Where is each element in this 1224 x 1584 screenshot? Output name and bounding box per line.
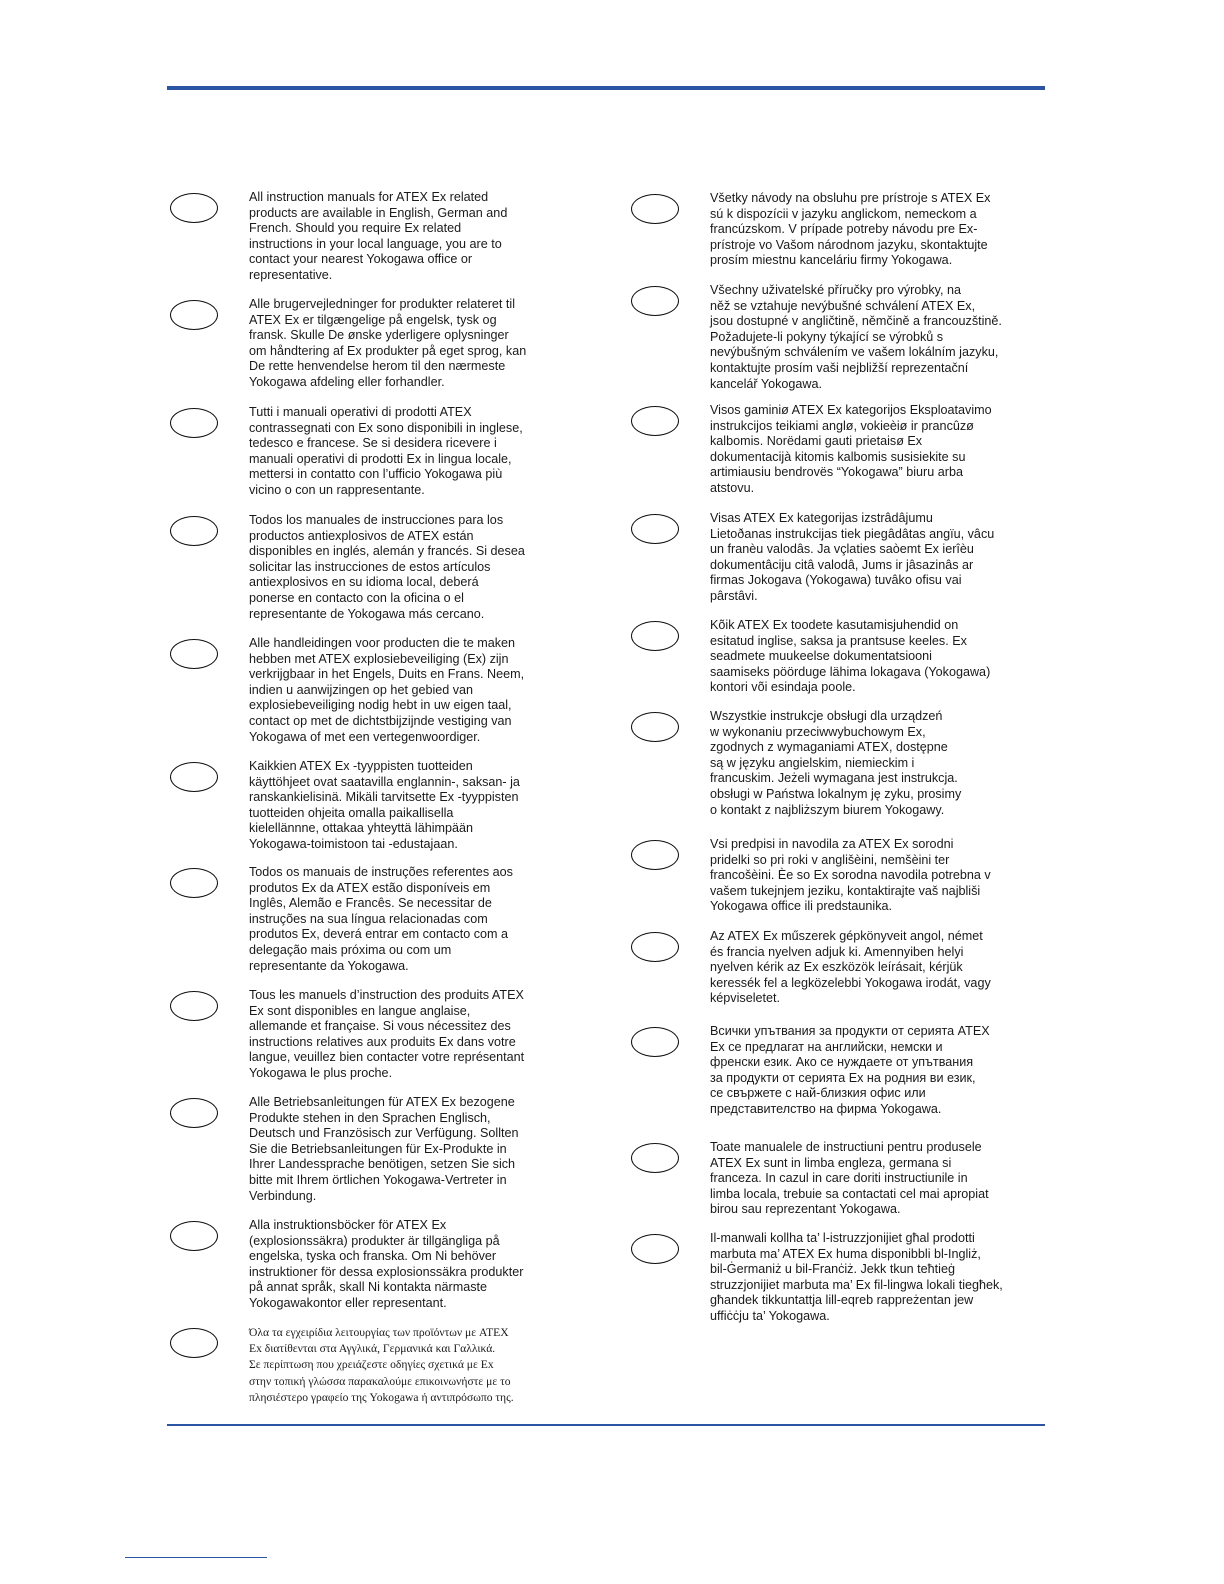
language-flag-circle	[631, 1143, 679, 1173]
language-flag-circle	[170, 868, 218, 898]
bottom-blue-rule	[167, 1424, 1045, 1426]
entry-text: Tous les manuels d’instruction des produits ATEX Ex sont disponibles en langue anglaise, allemande et française. Si vous nécessitez des instructions relatives aux produits Ex dans votre langue, veuillez bien contacter votre représentant Yokogawa le plus proche.	[249, 988, 525, 1080]
language-flag-circle	[631, 514, 679, 544]
entry-text: Všechny uživatelské příručky pro výrobky, na něž se vztahuje nevýbušné schválení ATEX Ex, jsou dostupné v angličtině, němčině a francouzštině. Požadujete-li pokyny týkající se výrobků s nevýbušným schválením ve vašem lokálním jazyku, kontaktujte prosím vaši nejbližší reprezentační kancelář Yokogawa.	[710, 283, 1002, 391]
entry-text: All instruction manuals for ATEX Ex related products are available in English, German and French. Should you require Ex related instructions in your local language, you are to contact your nearest Yokogawa office or representative.	[249, 190, 508, 282]
language-flag-circle	[170, 408, 218, 438]
language-flag-circle	[170, 300, 218, 330]
language-flag-circle	[631, 406, 679, 436]
entry-text: Az ATEX Ex műszerek gépkönyveit angol, német és francia nyelven adjuk ki. Amennyiben helyi nyelven kérik az Ex eszközök leírásait, kérjük keressék fel a legközelebbi Yokogawa irodát, vagy képviseletet.	[710, 929, 991, 1006]
entry-text: Всички упътвания за продукти от серията ATEX Ex се предлагат на английски, немски и френски език. Ако се нуждаете от упътвания за продукти от серията Ex на родния ви език, се свържете с най-близкия офис или представителство на фирма Yokogawa.	[710, 1024, 990, 1116]
language-flag-circle	[170, 1098, 218, 1128]
entry-text: Todos os manuais de instruções referentes aos produtos Ex da ATEX estão disponíveis em Inglês, Alemão e Francês. Se necessitar de instruções na sua língua relacionadas com produtos Ex, deverá entrar em contacto com a delegação mais próxima ou com um representante da Yokogawa.	[249, 865, 513, 973]
language-flag-circle	[170, 1328, 218, 1358]
entry-text: Todos los manuales de instrucciones para los productos antiexplosivos de ATEX están disponibles en inglés, alemán y francés. Si desea solicitar las instrucciones de estos artículos antiexplosivos en su idioma local, deberá ponerse en contacto con la oficina o el representante de Yokogawa más cercano.	[249, 513, 525, 621]
entry-text: Όλα τα εγχειρίδια λειτουργίας των προϊόντων με ATEX Ex διατίθενται στα Αγγλικά, Γερμανικά και Γαλλικά. Σε περίπτωση που χρειάζεστε οδηγίες σχετικά με Ex στην τοπική γλώσσα παρακαλούμε επικοινωνήστε με το πλησιέστερο γραφείο της Yokogawa ή αντιπρόσωπο της.	[249, 1326, 514, 1404]
language-flag-circle	[170, 762, 218, 792]
entry-text: Tutti i manuali operativi di prodotti ATEX contrassegnati con Ex sono disponibili in inglese, tedesco e francese. Se si desidera ricevere i manuali operativi di prodotti Ex in lingua locale, mettersi in contatto con l’ufficio Yokogawa più vicino o con un rappresentante.	[249, 405, 523, 497]
entry-text: Il-manwali kollha ta’ l-istruzzjonijiet għal prodotti marbuta ma’ ATEX Ex huma disponibbli bl-Ingliż, bil-Ġermaniż u bil-Franċiż. Jekk tkun teħtieġ struzzjonijiet marbuta ma’ Ex fil-lingwa lokali tiegħek, għandek tikkuntattja lill-eqreb rappreżentan jew uffiċċju ta’ Yokogawa.	[710, 1231, 1003, 1323]
footer-short-rule	[125, 1557, 267, 1558]
entry-text: Wszystkie instrukcje obsługi dla urządzeń w wykonaniu przeciwwybuchowym Ex, zgodnych z wymaganiami ATEX, dostępne są w języku angielskim, niemieckim i francuskim. Jeżeli wymagana jest instrukcja. obsługi w Państwa lokalnym ję zyku, prosimy o kontakt z najbliższym biurem Yokogawy.	[710, 709, 962, 817]
language-flag-circle	[170, 1221, 218, 1251]
language-flag-circle	[631, 1027, 679, 1057]
language-flag-circle	[631, 1234, 679, 1264]
language-flag-circle	[170, 639, 218, 669]
entry-text: Všetky návody na obsluhu pre prístroje s ATEX Ex sú k dispozícii v jazyku anglickom, nemeckom a francúzskom. V prípade potreby návodu pre Ex- prístroje vo Vašom národnom jazyku, skontaktujte prosím miestnu kanceláriu firmy Yokogawa.	[710, 191, 991, 268]
language-flag-circle	[631, 286, 679, 316]
top-blue-rule	[167, 86, 1045, 90]
entry-text: Alle brugervejledninger for produkter relateret til ATEX Ex er tilgængelige på engelsk, tysk og fransk. Skulle De ønske yderligere oplysninger om håndtering af Ex produkter på eget sprog, kan De rette henvendelse herom til den nærmeste Yokogawa afdeling eller forhandler.	[249, 297, 527, 389]
entry-text: Alla instruktionsböcker för ATEX Ex (explosionssäkra) produkter är tillgängliga på engelska, tyska och franska. Om Ni behöver instruktioner för dessa explosionssäkra produkter på annat språk, skall Ni kontakta närmaste Yokogawakontor eller representant.	[249, 1218, 524, 1310]
language-flag-circle	[631, 840, 679, 870]
entry-text: Vsi predpisi in navodila za ATEX Ex sorodni pridelki so pri roki v anglišèini, nemšèini ter francošèini. Èe so Ex sorodna navodila potrebna v vašem tukejnjem jeziku, kontaktirajte vaš najbliši Yokogawa office ili predstaunika.	[710, 837, 991, 914]
entry-text: Alle Betriebsanleitungen für ATEX Ex bezogene Produkte stehen in den Sprachen Englisch, Deutsch und Französisch zur Verfügung. Sollten Sie die Betriebsanleitungen für Ex-Produkte in Ihrer Landessprache benötigen, setzen Sie sich bitte mit Ihrem örtlichen Yokogawa-Vertreter in Verbindung.	[249, 1095, 519, 1203]
language-flag-circle	[631, 932, 679, 962]
language-flag-circle	[631, 712, 679, 742]
language-flag-circle	[170, 516, 218, 546]
entry-text: Alle handleidingen voor producten die te maken hebben met ATEX explosiebeveiliging (Ex) zijn verkrijgbaar in het Engels, Duits en Frans. Neem, indien u aanwijzingen op het gebied van explosiebeveiliging nodig hebt in uw eigen taal, contact op met de dichtstbijzijnde vestiging van Yokogawa of met een vertegenwoordiger.	[249, 636, 525, 744]
entry-text: Visas ATEX Ex kategorijas izstrâdâjumu Lietoðanas instrukcijas tiek piegâdâtas angïu, vâcu un franèu valodâs. Ja vçlaties saòemt Ex ierîèu dokumentâciju citâ valodâ, Jums ir jâsazinâs ar firmas Jokogava (Yokogawa) tuvâko ofisu vai pârstâvi.	[710, 511, 995, 603]
language-flag-circle	[170, 991, 218, 1021]
language-flag-circle	[631, 194, 679, 224]
entry-text: Toate manualele de instructiuni pentru produsele ATEX Ex sunt in limba engleza, germana si franceza. In cazul in care doriti instructiunile in limba locala, trebuie sa contactati cel mai apropiat birou sau reprezentant Yokogawa.	[710, 1140, 989, 1217]
entry-text: Kaikkien ATEX Ex -tyyppisten tuotteiden käyttöhjeet ovat saatavilla englannin-, saksan- ja ranskankielisinä. Mikäli tarvitsette Ex -tyyppisten tuotteiden ohjeita omalla paikallisella kielellännne, ottakaa yhteyttä lähimpään Yokogawa-toimistoon tai -edustajaan.	[249, 759, 520, 851]
language-flag-circle	[631, 621, 679, 651]
entry-text: Visos gaminiø ATEX Ex kategorijos Eksploatavimo instrukcijos teikiami anglø, vokieèiø ir prancûzø kalbomis. Norëdami gauti prietaisø Ex dokumentacijà kitomis kalbomis susisiekite su artimiausiu bendrovës “Yokogawa” biuru arba atstovu.	[710, 403, 992, 495]
language-flag-circle	[170, 193, 218, 223]
entry-text: Kõik ATEX Ex toodete kasutamisjuhendid on esitatud inglise, saksa ja prantsuse keeles. Ex seadmete muukeelse dokumentatsiooni saamiseks pöörduge lähima lokagava (Yokogawa) kontori või esindaja poole.	[710, 618, 991, 695]
